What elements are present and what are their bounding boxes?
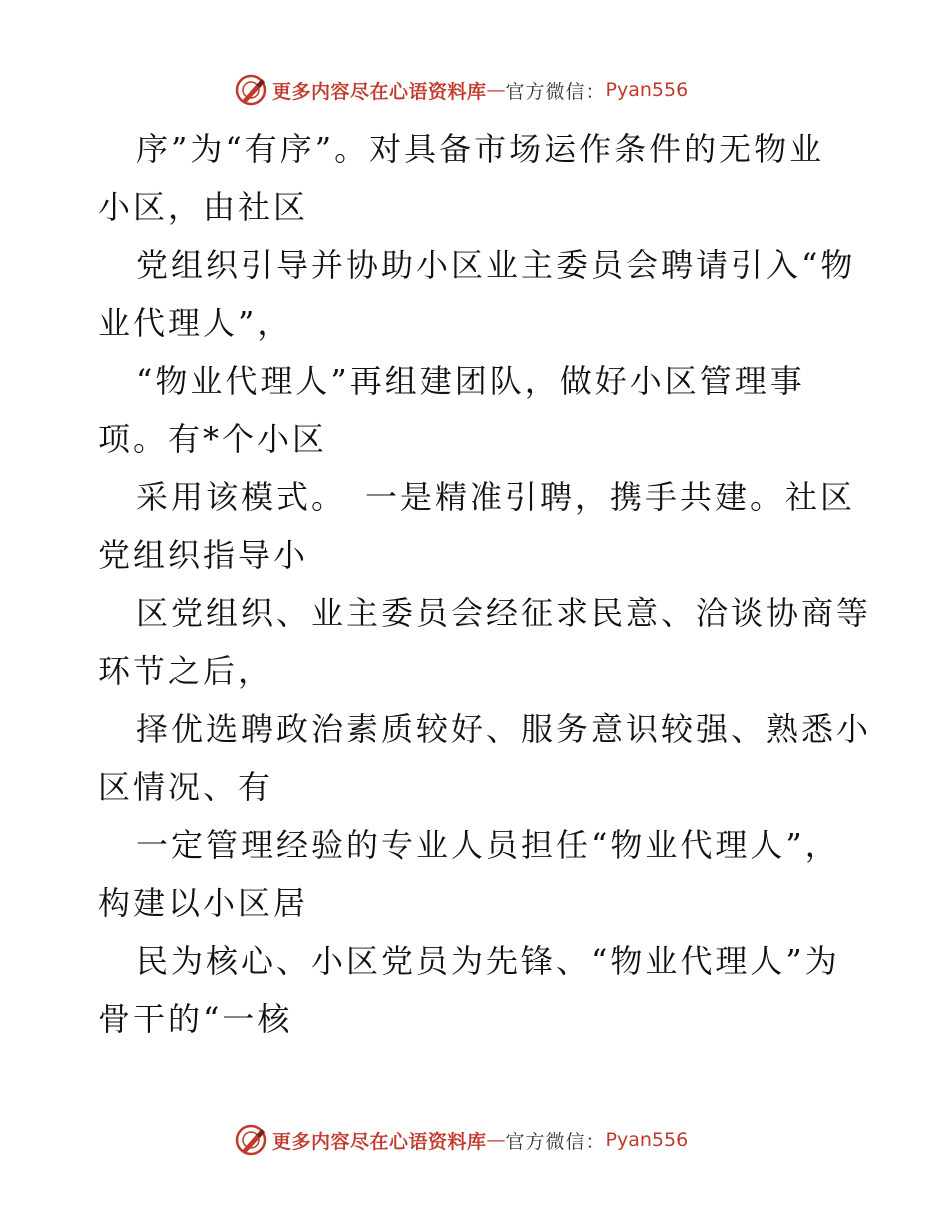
pen-logo-icon <box>234 1123 268 1157</box>
pen-logo-icon <box>234 73 268 107</box>
text-line: 业代理人”， <box>98 304 293 342</box>
text-line: 序”为“有序”。对具备市场运作条件的无物业 <box>136 130 825 168</box>
watermark-wechat-label: 官方微信： <box>505 80 606 103</box>
text-line: 党组织指导小 <box>98 536 309 574</box>
watermark-wechat-label: 官方微信： <box>505 1130 606 1153</box>
watermark-dash: — <box>486 1129 506 1151</box>
watermark-wechat-id: Pyan556 <box>605 1129 689 1151</box>
watermark-dash: — <box>486 79 506 101</box>
text-line: 区党组织、业主委员会经征求民意、洽谈协商等 <box>136 594 872 632</box>
text-line: “物业代理人”再组建团队，做好小区管理事 <box>136 362 805 400</box>
text-line: 一定管理经验的专业人员担任“物业代理人”， <box>136 826 840 864</box>
text-line: 党组织引导并协助小区业主委员会聘请引入“物 <box>136 246 856 284</box>
footer-watermark <box>234 1122 754 1158</box>
watermark-title: 更多内容尽在心语资料库 <box>272 80 487 103</box>
text-line: 区情况、有 <box>98 768 274 806</box>
header-watermark <box>234 72 754 108</box>
text-line: 采用该模式。 一是精准引聘，携手共建。社区 <box>136 478 856 516</box>
text-line: 择优选聘政治素质较好、服务意识较强、熟悉小 <box>136 710 872 748</box>
watermark-wechat-id: Pyan556 <box>605 79 689 101</box>
watermark-title: 更多内容尽在心语资料库 <box>272 1130 487 1153</box>
document-body <box>98 120 872 1048</box>
text-line: 环节之后， <box>98 652 274 690</box>
text-line: 民为核心、小区党员为先锋、“物业代理人”为 <box>136 942 840 980</box>
text-line: 骨干的“一核 <box>98 1000 293 1038</box>
text-line: 项。有*个小区 <box>98 420 328 458</box>
text-line: 构建以小区居 <box>98 884 309 922</box>
text-line: 小区，由社区 <box>98 188 309 226</box>
